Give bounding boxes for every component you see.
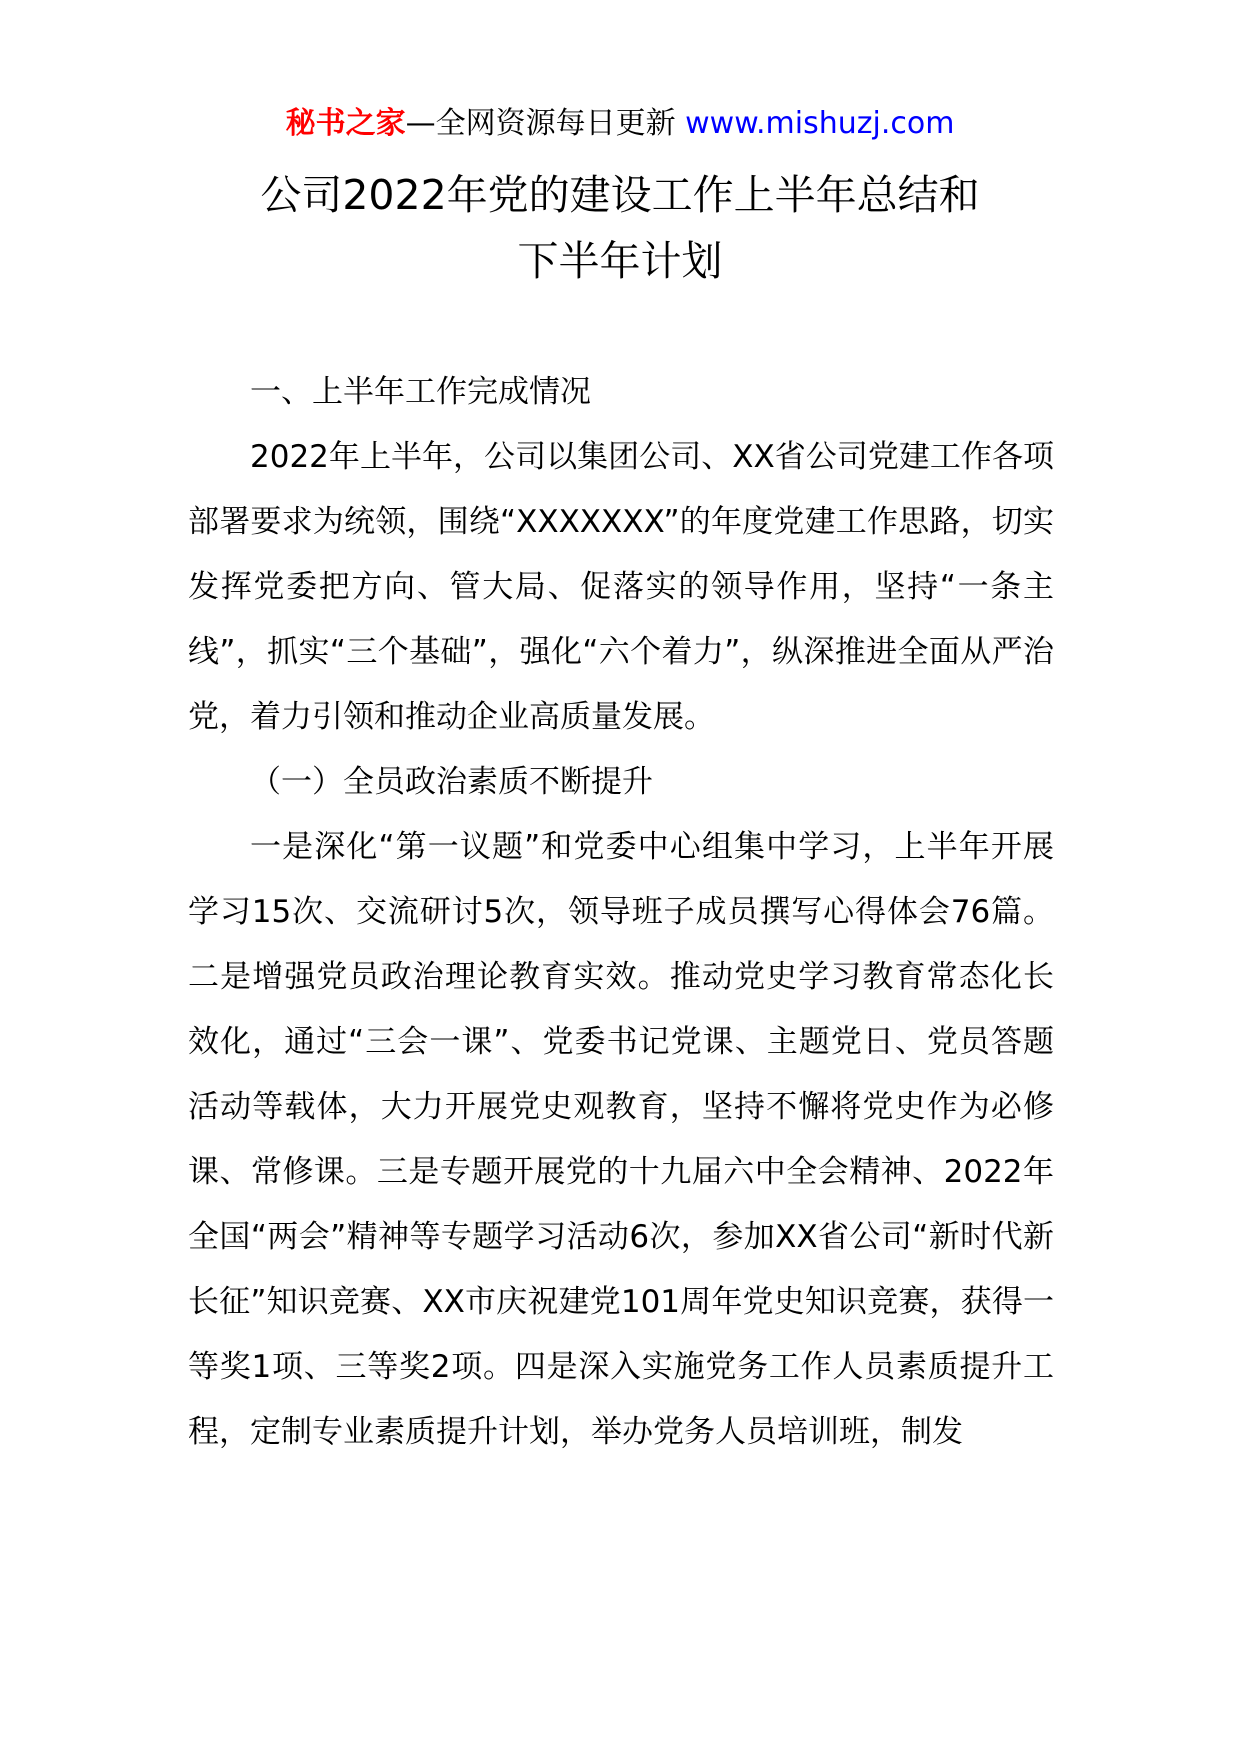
document-body (188, 360, 1054, 1465)
watermark-brand: 秘书之家 (285, 106, 406, 141)
watermark-header (0, 100, 1240, 148)
document-title (0, 162, 1240, 294)
title-line-2: 下半年计划 (517, 237, 723, 285)
body-paragraph: 2022年上半年，公司以集团公司、XX省公司党建工作各项部署要求为统领，围绕“XXXXXXX”的年度党建工作思路，切实发挥党委把方向、管大局、促落实的领导作用，坚持“一条主线”，抓实“三个基础”，强化“六个着力”，纵深推进全面从严治党，着力引领和推动企业高质量发展。 (188, 439, 1054, 735)
watermark-url[interactable]: www.mishuzj.com (685, 106, 955, 141)
title-line-1: 公司2022年党的建设工作上半年总结和 (260, 171, 980, 219)
subsection-heading: （一）全员政治素质不断提升 (250, 764, 653, 800)
watermark-tagline: —全网资源每日更新 (405, 106, 676, 141)
section-heading: 一、上半年工作完成情况 (250, 374, 591, 410)
body-paragraph: 一是深化“第一议题”和党委中心组集中学习，上半年开展学习15次、交流研讨5次，领导班子成员撰写心得体会76篇。二是增强党员政治理论教育实效。推动党史学习教育常态化长效化，通过“三会一课”、党委书记党课、主题党日、党员答题活动等载体，大力开展党史观教育，坚持不懈将党史作为必修课、常修课。三是专题开展党的十九届六中全会精神、2022年全国“两会”精神等专题学习活动6次，参加XX省公司“新时代新长征”知识竞赛、XX市庆祝建党101周年党史知识竞赛，获得一等奖1项、三等奖2项。四是深入实施党务工作人员素质提升工程，定制专业素质提升计划，举办党务人员培训班，制发 (188, 829, 1054, 1450)
